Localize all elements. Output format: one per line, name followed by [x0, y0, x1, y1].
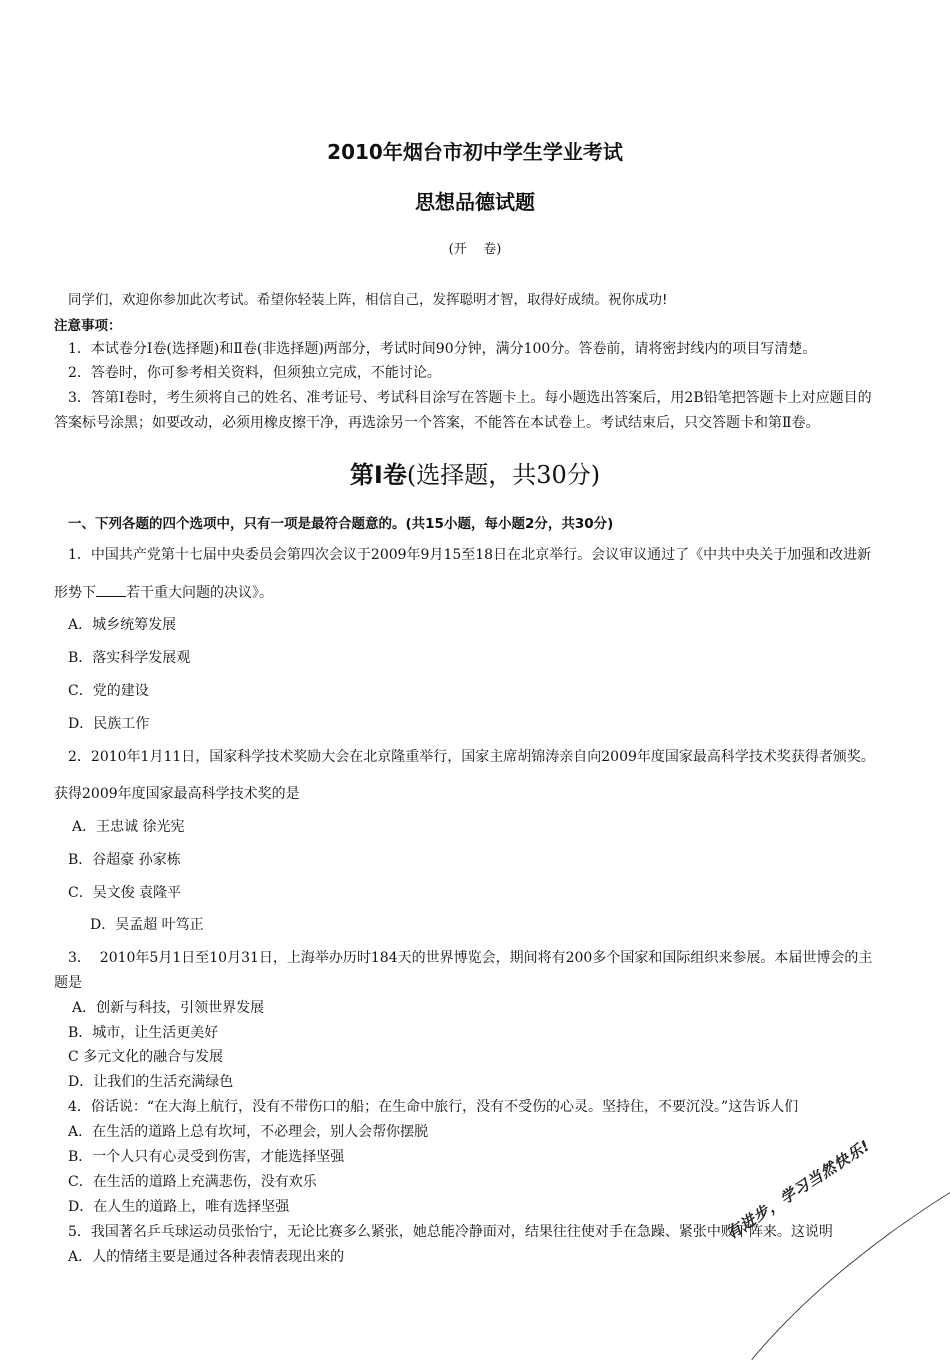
- q4-option-c: C．在生活的道路上充满悲伤，没有欢乐: [68, 1174, 317, 1190]
- q3-option-d: D．让我们的生活充满绿色: [68, 1074, 234, 1090]
- q2-stem-line-1: 2．2010年1月11日，国家科学技术奖励大会在北京隆重举行，国家主席胡锦涛亲自向2009年度国家最高科学技术奖获得者颁奖。: [68, 749, 875, 765]
- q5-option-a: A．人的情绪主要是通过各种表情表现出来的: [68, 1249, 345, 1265]
- notes-title: 注意事项：: [54, 318, 122, 334]
- q3-option-b: B．城市，让生活更美好: [68, 1025, 219, 1041]
- q4-option-a: A．在生活的道路上总有坎坷，不必理会，别人会帮你摆脱: [68, 1124, 429, 1140]
- note-1: 1．本试卷分Ⅰ卷(选择题)和Ⅱ卷(非选择题)两部分，考试时间90分钟，满分100分。答卷前，请将密封线内的项目写清楚。: [68, 341, 817, 357]
- exam-subtitle: 思想品德试题: [415, 190, 535, 214]
- q1-stem-after-blank: 若干重大问题的决议》。: [126, 585, 273, 601]
- page-curl-decoration: [700, 1170, 950, 1360]
- section-title-bold: 第Ⅰ卷: [349, 461, 407, 489]
- q3-option-a: A．创新与科技，引领世界发展: [72, 1000, 265, 1016]
- note-3-line-1: 3．答第Ⅰ卷时，考生须将自己的姓名、准考证号、考试科目涂写在答题卡上。每小题选出答案后，用2B铅笔把答题卡上对应题目的: [68, 390, 872, 406]
- section-title-rest: (选择题，共30分): [406, 461, 601, 489]
- q1-option-b: B．落实科学发展观: [68, 650, 191, 666]
- greeting: 同学们，欢迎你参加此次考试。希望你轻装上阵，相信自己，发挥聪明才智，取得好成绩。祝你成功!: [68, 292, 668, 308]
- q4-option-d: D．在人生的道路上，唯有选择坚强: [68, 1199, 290, 1215]
- q5-stem: 5．我国著名乒乓球运动员张怡宁，无论比赛多么紧张，她总能冷静面对，结果往往使对手在急躁、紧张中败下阵来。这说明: [68, 1224, 833, 1240]
- section-title: [0, 455, 950, 490]
- q3-stem-line-2: 题是: [54, 975, 82, 991]
- exam-type: (开 卷): [448, 242, 502, 257]
- q1-stem-line-1: 1．中国共产党第十七届中央委员会第四次会议于2009年9月15至18日在北京举行。会议审议通过了《中共中央关于加强和改进新: [68, 547, 872, 563]
- q2-option-a: A．王忠诚 徐光宪: [72, 819, 185, 835]
- q1-option-a: A．城乡统筹发展: [68, 617, 177, 633]
- q2-option-c: C．吴文俊 袁隆平: [68, 885, 182, 901]
- q2-option-b: B．谷超豪 孙家栋: [68, 852, 181, 868]
- q3-option-c: C 多元文化的融合与发展: [68, 1049, 224, 1065]
- q1-stem-line-2: [54, 582, 273, 602]
- q3-stem-line-1: 3． 2010年5月1日至10月31日，上海举办历时184天的世界博览会，期间将有200多个国家和国际组织来参展。本届世博会的主: [68, 950, 873, 966]
- page-curl-icon: [700, 1170, 950, 1360]
- q4-stem: 4．俗话说：“在大海上航行，没有不带伤口的船；在生命中旅行，没有不受伤的心灵。坚持住，不要沉没。”这告诉人们: [68, 1099, 799, 1115]
- note-2: 2．答卷时，你可参考相关资料，但须独立完成，不能讨论。: [68, 365, 441, 381]
- watermark-slogan: 有进步，学习当然快乐!: [723, 1136, 874, 1243]
- note-3-line-2: 答案标号涂黑；如要改动，必须用橡皮擦干净，再选涂另一个答案，不能答在本试卷上。考试结束后，只交答题卡和第Ⅱ卷。: [54, 415, 820, 431]
- q1-option-c: C．党的建设: [68, 683, 149, 699]
- q2-stem-line-2: 获得2009年度国家最高科学技术奖的是: [54, 786, 300, 802]
- answer-blank: [96, 584, 126, 597]
- q4-option-b: B．一个人只有心灵受到伤害，才能选择坚强: [68, 1149, 345, 1165]
- section-instructions: 一、下列各题的四个选项中，只有一项是最符合题意的。(共15小题，每小题2分，共30分): [68, 516, 614, 532]
- exam-title: 2010年烟台市初中学生学业考试: [327, 140, 623, 164]
- q2-option-d: D．吴孟超 叶笃正: [90, 917, 204, 933]
- q1-stem-before-blank: 形势下: [54, 585, 96, 601]
- q1-option-d: D．民族工作: [68, 716, 150, 732]
